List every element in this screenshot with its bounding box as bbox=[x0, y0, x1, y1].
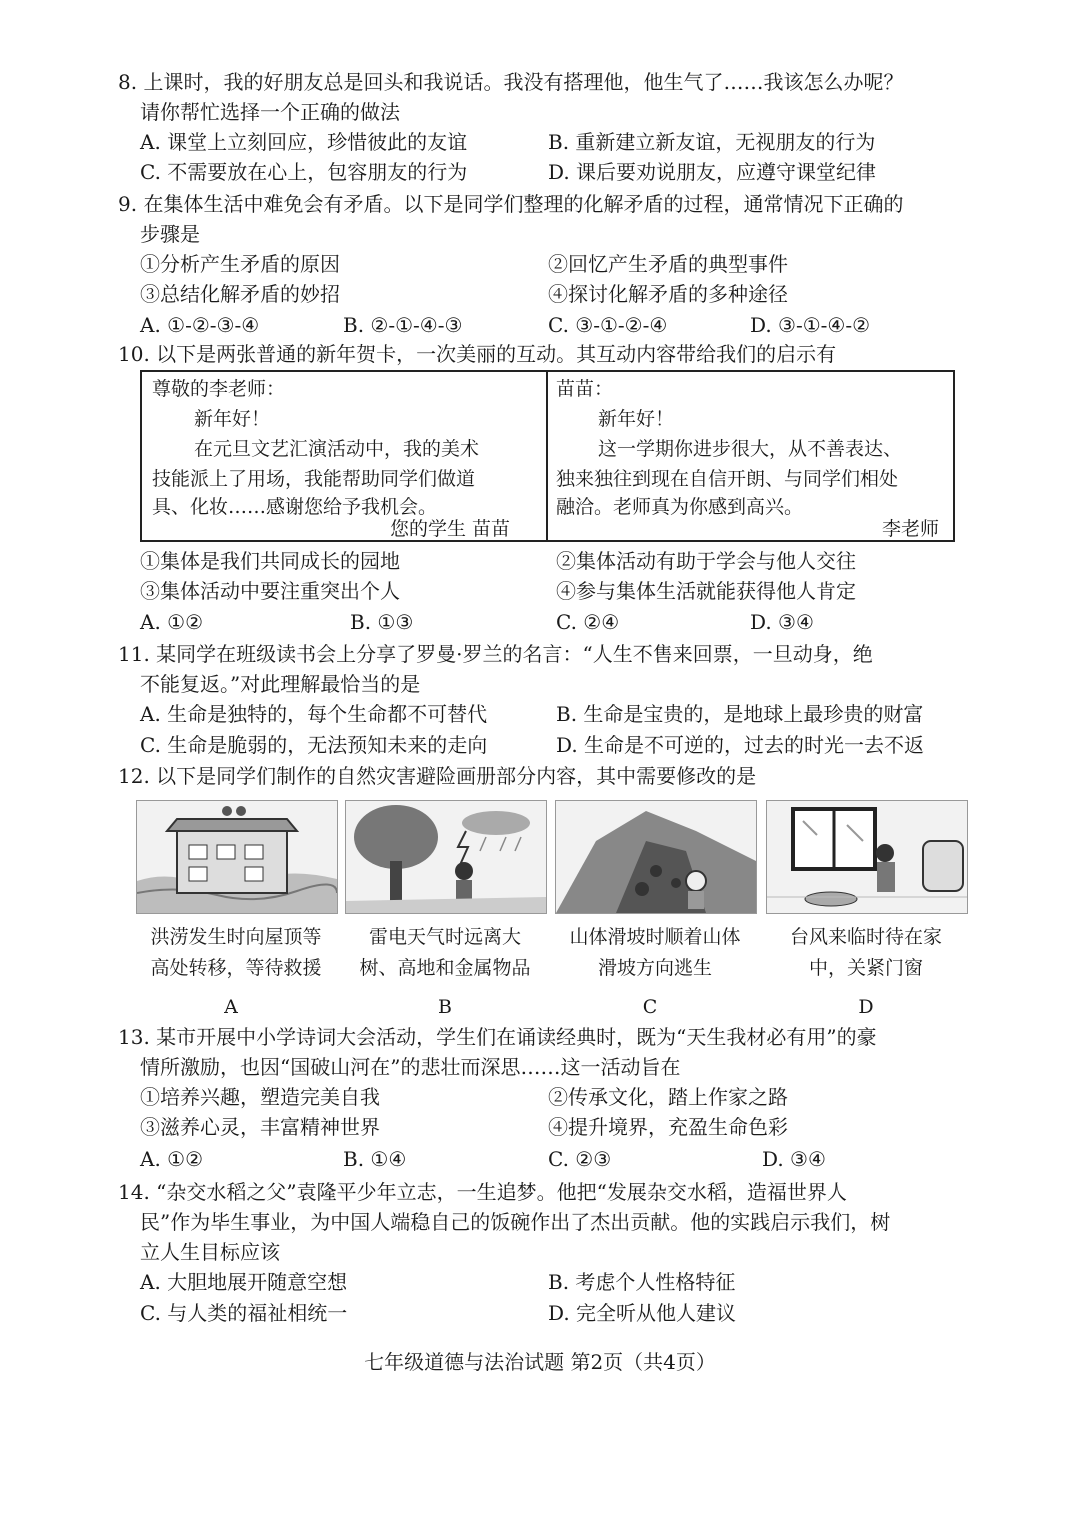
q9-statement-2: ②回忆产生矛盾的典型事件 bbox=[548, 252, 788, 276]
left-card-body-1: 在元旦文艺汇演活动中，我的美术 bbox=[194, 438, 480, 460]
q13-statement-1: ①培养兴趣，塑造完美自我 bbox=[140, 1085, 380, 1109]
q13-option-b: B. ①④ bbox=[343, 1147, 407, 1171]
q13-stem-line2: 情所激励，也因“国破山河在”的悲壮而深思……这一活动旨在 bbox=[140, 1055, 681, 1079]
q9-option-d: D. ③-①-④-② bbox=[750, 313, 871, 337]
q8-stem-line2: 请你帮忙选择一个正确的做法 bbox=[140, 100, 400, 124]
left-card-greeting: 新年好！ bbox=[194, 408, 271, 430]
q14-stem-line2: 民”作为毕生事业，为中国人端稳自己的饭碗作出了杰出贡献。他的实践启示我们，树 bbox=[140, 1210, 891, 1234]
q10-stem: 10. 以下是两张普通的新年贺卡，一次美丽的互动。其互动内容带给我们的启示有 bbox=[118, 342, 837, 366]
q10-option-c: C. ②④ bbox=[556, 610, 620, 634]
q8-option-b: B. 重新建立新友谊，无视朋友的行为 bbox=[548, 130, 876, 154]
q10-statement-3: ③集体活动中要注重突出个人 bbox=[140, 579, 400, 603]
q10-option-d: D. ③④ bbox=[750, 610, 814, 634]
right-card-signature: 李老师 bbox=[882, 518, 940, 540]
q13-option-d: D. ③④ bbox=[762, 1147, 826, 1171]
q9-statement-4: ④探讨化解矛盾的多种途径 bbox=[548, 282, 788, 306]
q8-option-c: C. 不需要放在心上，包容朋友的行为 bbox=[140, 160, 468, 184]
caption-d-line1: 台风来临时待在家 bbox=[789, 926, 942, 948]
q9-option-c: C. ③-①-②-④ bbox=[548, 313, 668, 337]
left-card-body-2: 技能派上了用场，我能帮助同学们做道 bbox=[152, 468, 476, 490]
q14-stem-line1: 14. “杂交水稻之父”袁隆平少年立志，一生追梦。他把“发展杂交水稻，造福世界人 bbox=[118, 1180, 847, 1204]
q11-option-a: A. 生命是独特的，每个生命都不可替代 bbox=[140, 702, 488, 726]
caption-c-line2: 滑坡方向逃生 bbox=[597, 957, 712, 979]
q14-stem-line3: 立人生目标应该 bbox=[140, 1240, 280, 1264]
caption-c-line1: 山体滑坡时顺着山体 bbox=[569, 926, 741, 948]
left-card-salutation: 尊敬的李老师： bbox=[152, 378, 286, 400]
q9-statement-1: ①分析产生矛盾的原因 bbox=[140, 252, 340, 276]
caption-a-line2: 高处转移，等待救援 bbox=[150, 957, 322, 979]
q9-statement-3: ③总结化解矛盾的妙招 bbox=[140, 282, 340, 306]
typhoon-home-illustration bbox=[766, 800, 968, 914]
landslide-illustration bbox=[555, 800, 757, 914]
q11-option-c: C. 生命是脆弱的，无法预知未来的走向 bbox=[140, 733, 488, 757]
left-card-signature: 您的学生 苗苗 bbox=[390, 518, 511, 540]
right-card-salutation: 苗苗： bbox=[556, 378, 614, 400]
q10-statement-2: ②集体活动有助于学会与他人交往 bbox=[556, 549, 856, 573]
q11-option-d: D. 生命是不可逆的，过去的时光一去不返 bbox=[556, 733, 925, 757]
q14-option-b: B. 考虑个人性格特征 bbox=[548, 1270, 736, 1294]
picture-label-a: A bbox=[224, 996, 238, 1018]
card-divider bbox=[546, 372, 548, 540]
page-footer: 七年级道德与法治试题 第2页（共4页） bbox=[364, 1350, 716, 1374]
q10-option-a: A. ①② bbox=[140, 610, 204, 634]
q13-option-a: A. ①② bbox=[140, 1147, 204, 1171]
q8-option-a: A. 课堂上立刻回应，珍惜彼此的友谊 bbox=[140, 130, 468, 154]
q8-option-d: D. 课后要劝说朋友，应遵守课堂纪律 bbox=[548, 160, 877, 184]
q9-stem-line2: 步骤是 bbox=[140, 222, 200, 246]
picture-label-b: B bbox=[438, 996, 452, 1018]
q13-statement-2: ②传承文化，踏上作家之路 bbox=[548, 1085, 788, 1109]
lightning-illustration bbox=[345, 800, 547, 914]
q10-statement-1: ①集体是我们共同成长的园地 bbox=[140, 549, 400, 573]
right-card-body-2: 独来独往到现在自信开朗、与同学们相处 bbox=[556, 468, 899, 490]
q13-option-c: C. ②③ bbox=[548, 1147, 612, 1171]
right-card-greeting: 新年好！ bbox=[598, 408, 675, 430]
caption-d-line2: 中，关紧门窗 bbox=[808, 957, 923, 979]
q10-option-b: B. ①③ bbox=[350, 610, 414, 634]
q13-statement-3: ③滋养心灵，丰富精神世界 bbox=[140, 1115, 380, 1139]
q11-option-b: B. 生命是宝贵的，是地球上最珍贵的财富 bbox=[556, 702, 924, 726]
caption-a-line1: 洪涝发生时向屋顶等 bbox=[150, 926, 322, 948]
q14-option-d: D. 完全听从他人建议 bbox=[548, 1301, 737, 1325]
flood-illustration bbox=[136, 800, 338, 914]
left-card-body-3: 具、化妆……感谢您给予我机会。 bbox=[152, 496, 438, 518]
q9-option-b: B. ②-①-④-③ bbox=[343, 313, 463, 337]
greeting-cards-box bbox=[140, 370, 955, 542]
picture-label-d: D bbox=[858, 996, 874, 1018]
q13-statement-4: ④提升境界，充盈生命色彩 bbox=[548, 1115, 788, 1139]
q11-stem-line1: 11. 某同学在班级读书会上分享了罗曼·罗兰的名言：“人生不售来回票，一旦动身，绝 bbox=[118, 642, 873, 666]
q9-stem-line1: 9. 在集体生活中难免会有矛盾。以下是同学们整理的化解矛盾的过程，通常情况下正确的 bbox=[118, 192, 904, 216]
picture-label-c: C bbox=[642, 996, 658, 1018]
q13-stem-line1: 13. 某市开展中小学诗词大会活动，学生们在诵读经典时，既为“天生我材必有用”的豪 bbox=[118, 1025, 877, 1049]
q12-stem: 12. 以下是同学们制作的自然灾害避险画册部分内容，其中需要修改的是 bbox=[118, 764, 757, 788]
caption-b-line1: 雷电天气时远离大 bbox=[368, 926, 521, 948]
caption-b-line2: 树、高地和金属物品 bbox=[359, 957, 531, 979]
q8-stem-line1: 8. 上课时，我的好朋友总是回头和我说话。我没有搭理他，他生气了……我该怎么办呢？ bbox=[118, 70, 904, 94]
right-card-body-3: 融洽。老师真为你感到高兴。 bbox=[556, 496, 804, 518]
q14-option-a: A. 大胆地展开随意空想 bbox=[140, 1270, 348, 1294]
q9-option-a: A. ①-②-③-④ bbox=[140, 313, 260, 337]
q14-option-c: C. 与人类的福祉相统一 bbox=[140, 1301, 348, 1325]
q11-stem-line2: 不能复返。”对此理解最恰当的是 bbox=[140, 672, 421, 696]
q10-statement-4: ④参与集体生活就能获得他人肯定 bbox=[556, 579, 856, 603]
right-card-body-1: 这一学期你进步很大，从不善表达、 bbox=[598, 438, 903, 460]
